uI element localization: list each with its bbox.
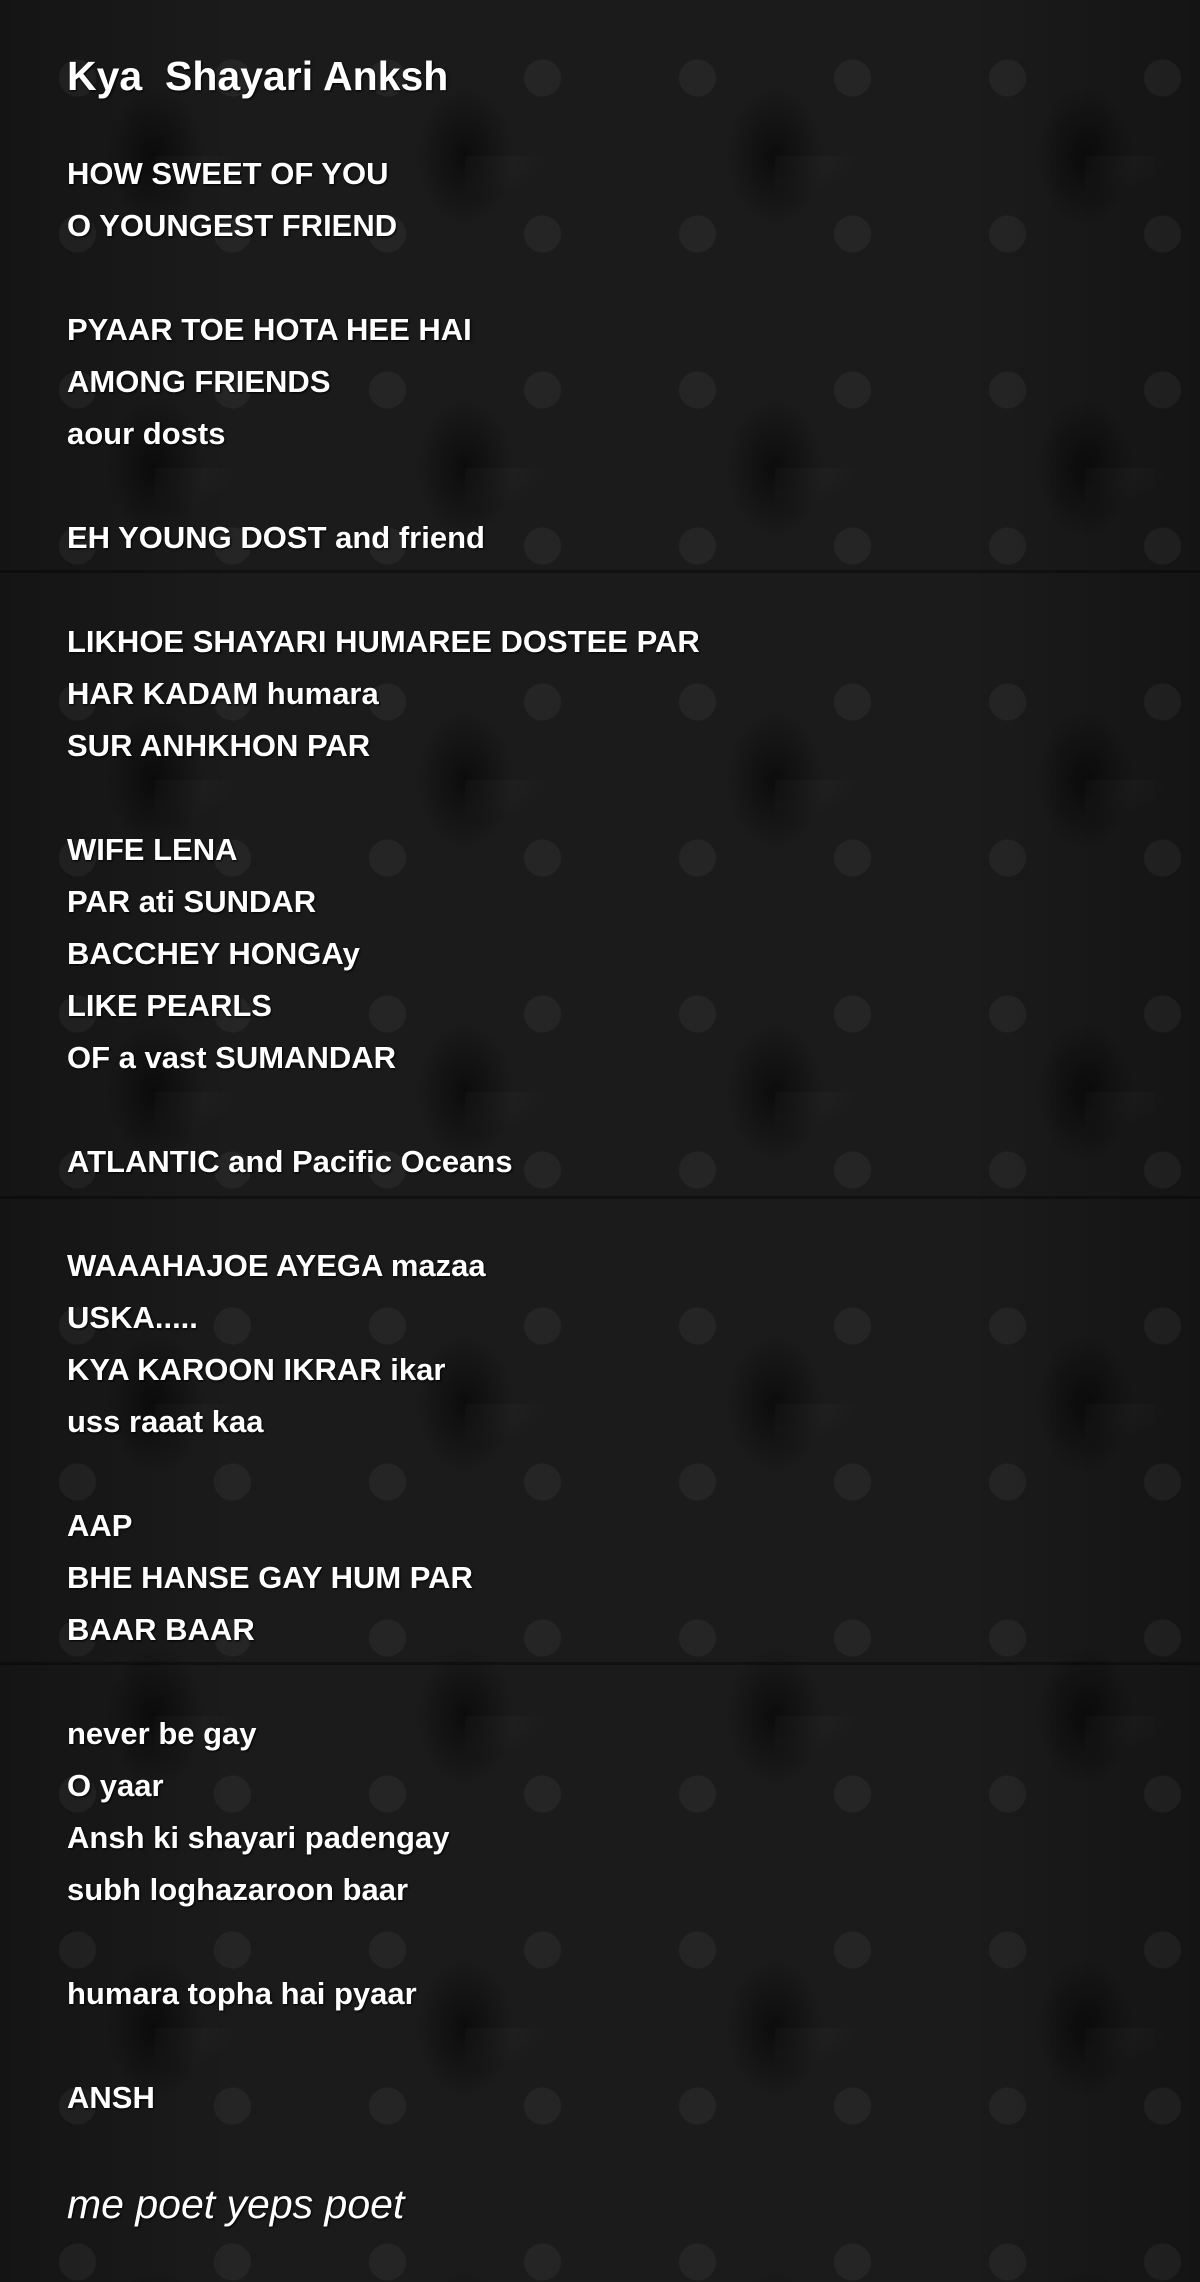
- poem-line: O YOUNGEST FRIEND: [67, 208, 398, 243]
- poem-line: EH YOUNG DOST and friend: [67, 520, 485, 555]
- poem-line: LIKE PEARLS: [67, 988, 272, 1023]
- poem-line: AAP: [67, 1508, 133, 1543]
- poem-line: subh loghazaroon baar: [67, 1872, 409, 1907]
- poem-line: ATLANTIC and Pacific Oceans: [67, 1144, 513, 1179]
- poem-line: ANSH: [67, 2080, 155, 2115]
- poem-line: humara topha hai pyaar: [67, 1976, 417, 2011]
- poem-line: WAAAHAJOE AYEGA mazaa: [67, 1248, 486, 1283]
- poem-line: HAR KADAM humara: [67, 676, 379, 711]
- poem-line: PYAAR TOE HOTA HEE HAI: [67, 312, 472, 347]
- poem-line: aour dosts: [67, 416, 226, 451]
- poem-line: [67, 2020, 1167, 2072]
- poem-line: O yaar: [67, 1768, 164, 1803]
- poem-line: [67, 1188, 1167, 1240]
- poem-line: AMONG FRIENDS: [67, 364, 331, 399]
- poem-line: never be gay: [67, 1716, 257, 1751]
- poem-line: [67, 460, 1167, 512]
- poem-line: WIFE LENA: [67, 832, 238, 867]
- poem-line: [67, 772, 1167, 824]
- poem-line: HOW SWEET OF YOU: [67, 156, 389, 191]
- poem-line: [67, 564, 1167, 616]
- poem-line: [67, 252, 1167, 304]
- poem-body: [67, 148, 1167, 2124]
- poem-line: [67, 1656, 1167, 1708]
- poem-line: [67, 1448, 1167, 1500]
- poem-line: uss raaat kaa: [67, 1404, 264, 1439]
- poem-line: LIKHOE SHAYARI HUMAREE DOSTEE PAR: [67, 624, 700, 659]
- poem-line: BAAR BAAR: [67, 1612, 255, 1647]
- author-signature: me poet yeps poet: [67, 2181, 405, 2227]
- poem-line: Ansh ki shayari padengay: [67, 1820, 450, 1855]
- poem-title: Kya Shayari Anksh: [67, 53, 449, 99]
- poem-line: [67, 1084, 1167, 1136]
- poem-line: BACCHEY HONGAy: [67, 936, 360, 971]
- poem-line: SUR ANHKHON PAR: [67, 728, 371, 763]
- poem-line: KYA KAROON IKRAR ikar: [67, 1352, 446, 1387]
- poem-line: BHE HANSE GAY HUM PAR: [67, 1560, 473, 1595]
- poem-line: USKA.....: [67, 1300, 198, 1335]
- poem-line: PAR ati SUNDAR: [67, 884, 317, 919]
- poem-line: [67, 1916, 1167, 1968]
- poem-line: OF a vast SUMANDAR: [67, 1040, 396, 1075]
